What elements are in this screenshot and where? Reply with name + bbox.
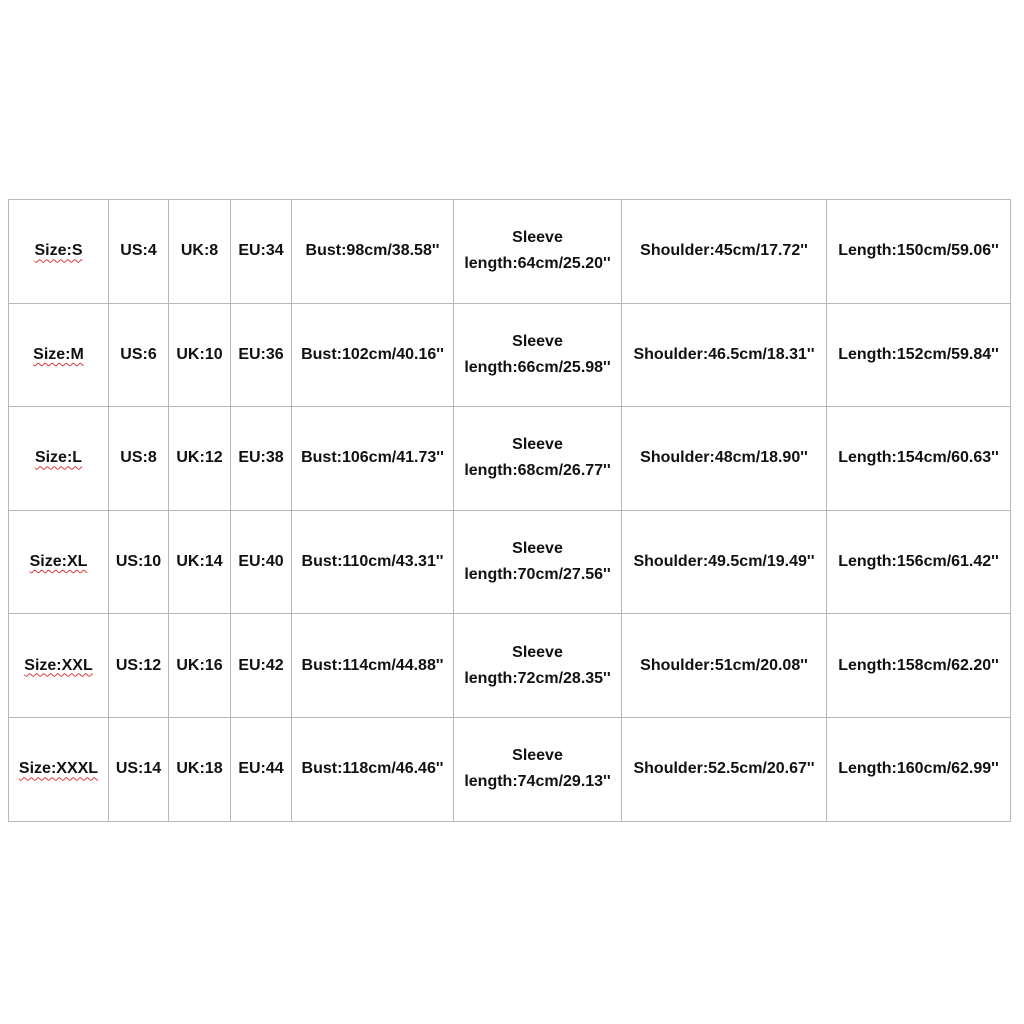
uk-size-cell: UK:12 (169, 407, 231, 511)
size-label: Size:XXXL (18, 760, 99, 778)
sleeve-length-cell (454, 510, 622, 614)
sleeve-label: Sleeve (512, 540, 563, 558)
length-cell: Length:150cm/59.06'' (827, 200, 1011, 304)
sleeve-label: Sleeve (512, 747, 563, 765)
sleeve-label: Sleeve (512, 643, 563, 661)
table-row (9, 200, 1011, 304)
sleeve-length-cell (454, 407, 622, 511)
eu-size-cell: EU:40 (231, 510, 292, 614)
sleeve-length-cell (454, 303, 622, 407)
uk-size-cell: UK:16 (169, 614, 231, 718)
length-cell: Length:160cm/62.99'' (827, 717, 1011, 821)
eu-size-cell: EU:42 (231, 614, 292, 718)
sleeve-label: Sleeve (512, 436, 563, 454)
size-cell (9, 510, 109, 614)
us-size-cell: US:12 (109, 614, 169, 718)
us-size-cell: US:8 (109, 407, 169, 511)
length-cell: Length:152cm/59.84'' (827, 303, 1011, 407)
us-size-cell: US:4 (109, 200, 169, 304)
table-row (9, 407, 1011, 511)
sleeve-value: length:68cm/26.77'' (464, 462, 611, 480)
uk-size-cell: UK:18 (169, 717, 231, 821)
shoulder-cell: Shoulder:48cm/18.90'' (622, 407, 827, 511)
bust-cell: Bust:98cm/38.58'' (292, 200, 454, 304)
sleeve-label: Sleeve (512, 332, 563, 350)
eu-size-cell: EU:36 (231, 303, 292, 407)
size-label: Size:XXL (24, 656, 93, 674)
sleeve-value: length:72cm/28.35'' (464, 669, 611, 687)
sleeve-label: Sleeve (512, 229, 563, 247)
eu-size-cell: EU:38 (231, 407, 292, 511)
sleeve-length-cell (454, 614, 622, 718)
length-cell: Length:158cm/62.20'' (827, 614, 1011, 718)
bust-cell: Bust:106cm/41.73'' (292, 407, 454, 511)
bust-cell: Bust:102cm/40.16'' (292, 303, 454, 407)
shoulder-cell: Shoulder:51cm/20.08'' (622, 614, 827, 718)
table-row (9, 510, 1011, 614)
table-row (9, 717, 1011, 821)
us-size-cell: US:10 (109, 510, 169, 614)
eu-size-cell: EU:44 (231, 717, 292, 821)
size-cell (9, 717, 109, 821)
bust-cell: Bust:118cm/46.46'' (292, 717, 454, 821)
uk-size-cell: UK:10 (169, 303, 231, 407)
us-size-cell: US:6 (109, 303, 169, 407)
bust-cell: Bust:114cm/44.88'' (292, 614, 454, 718)
sleeve-value: length:66cm/25.98'' (464, 358, 611, 376)
shoulder-cell: Shoulder:52.5cm/20.67'' (622, 717, 827, 821)
sleeve-value: length:74cm/29.13'' (464, 773, 611, 791)
table-row (9, 303, 1011, 407)
size-label: Size:L (34, 449, 83, 467)
size-chart-body (9, 200, 1011, 822)
length-cell: Length:154cm/60.63'' (827, 407, 1011, 511)
size-cell (9, 200, 109, 304)
us-size-cell: US:14 (109, 717, 169, 821)
sleeve-length-cell (454, 717, 622, 821)
table-row (9, 614, 1011, 718)
size-chart-table (8, 199, 1011, 822)
uk-size-cell: UK:8 (169, 200, 231, 304)
length-cell: Length:156cm/61.42'' (827, 510, 1011, 614)
uk-size-cell: UK:14 (169, 510, 231, 614)
shoulder-cell: Shoulder:49.5cm/19.49'' (622, 510, 827, 614)
sleeve-value: length:70cm/27.56'' (464, 566, 611, 584)
eu-size-cell: EU:34 (231, 200, 292, 304)
size-cell (9, 407, 109, 511)
shoulder-cell: Shoulder:46.5cm/18.31'' (622, 303, 827, 407)
size-cell (9, 614, 109, 718)
bust-cell: Bust:110cm/43.31'' (292, 510, 454, 614)
size-cell (9, 303, 109, 407)
size-label: Size:S (34, 242, 83, 260)
sleeve-value: length:64cm/25.20'' (464, 255, 611, 273)
size-label: Size:M (33, 345, 84, 363)
shoulder-cell: Shoulder:45cm/17.72'' (622, 200, 827, 304)
sleeve-length-cell (454, 200, 622, 304)
size-label: Size:XL (29, 553, 88, 571)
